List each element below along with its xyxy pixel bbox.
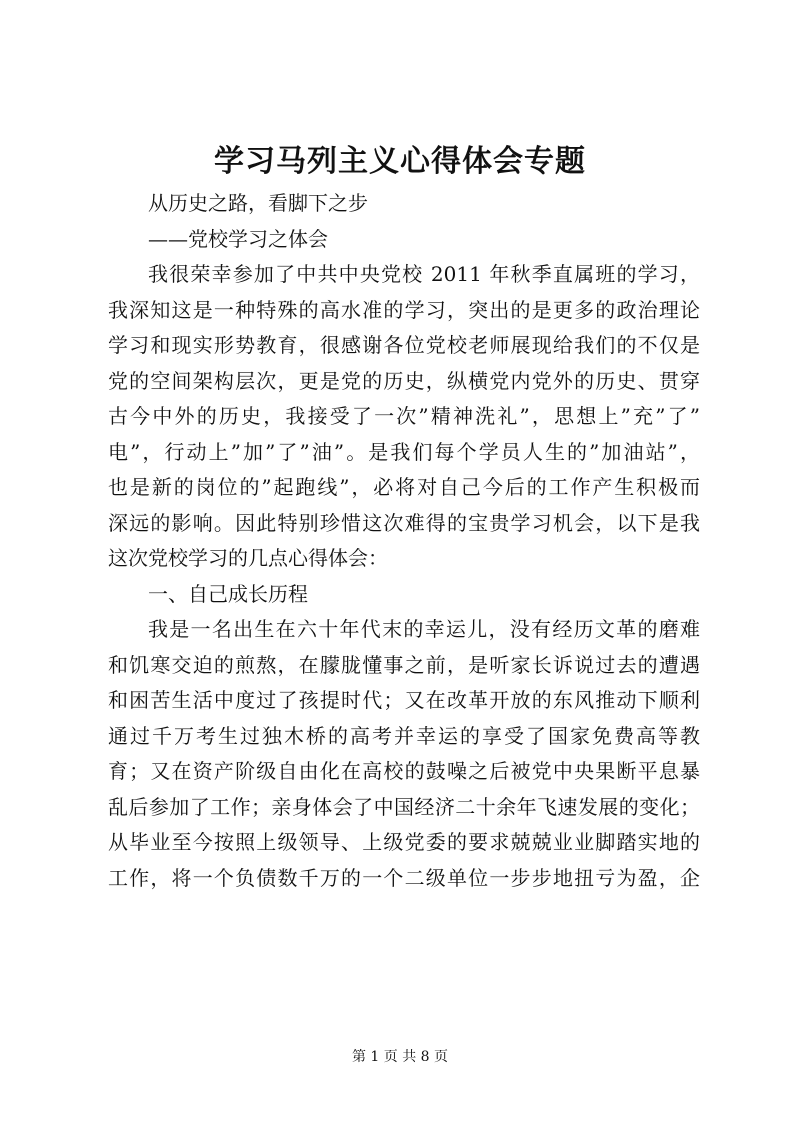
text-line: 和饥寒交迫的煎熬，在朦胧懂事之前，是听家长诉说过去的遭遇 — [108, 652, 700, 677]
text-line: 从毕业至今按照上级领导、上级党委的要求兢兢业业脚踏实地的 — [108, 830, 700, 854]
text-line: 古今中外的历史，我接受了一次”精神洗礼”，思想上”充”了” — [108, 404, 700, 428]
text-line: 党的空间架构层次，更是党的历史，纵横党内党外的历史、贯穿 — [108, 368, 700, 393]
document-body — [108, 186, 700, 896]
text-line: ——党校学习之体会 — [148, 226, 328, 251]
document-title: 学习马列主义心得体会专题 — [214, 144, 586, 179]
text-line: 也是新的岗位的”起跑线”，必将对自己今后的工作产生积极而 — [108, 475, 700, 499]
text-line: 我是一名出生在六十年代末的幸运儿，没有经历文革的磨难 — [148, 617, 700, 641]
text-line: 工作，将一个负债数千万的一个二级单位一步步地扭亏为盈，企 — [108, 865, 700, 890]
text-line: 这次党校学习的几点心得体会： — [108, 546, 388, 570]
text-line: 通过千万考生过独木桥的高考并幸运的享受了国家免费高等教 — [108, 723, 700, 748]
text-line: 深远的影响。因此特别珍惜这次难得的宝贵学习机会，以下是我 — [108, 510, 700, 535]
page-footer: 第 1 页 共 8 页 — [351, 1049, 449, 1065]
text-line: 和困苦生活中度过了孩提时代；又在改革开放的东风推动下顺利 — [108, 688, 700, 712]
text-line: 乱后参加了工作；亲身体会了中国经济二十余年飞速发展的变化； — [108, 794, 700, 819]
text-line: 电”，行动上”加”了”油”。是我们每个学员人生的”加油站”， — [108, 439, 700, 464]
text-line: 我深知这是一种特殊的高水准的学习，突出的是更多的政治理论 — [108, 297, 700, 322]
text-line: 学习和现实形势教育，很感谢各位党校老师展现给我们的不仅是 — [108, 333, 700, 357]
text-line: 一、自己成长历程 — [148, 581, 308, 606]
text-line: 我很荣幸参加了中共中央党校 2011 年秋季直属班的学习， — [148, 262, 700, 286]
text-line: 从历史之路，看脚下之步 — [148, 191, 368, 215]
text-line: 育；又在资产阶级自由化在高校的鼓噪之后被党中央果断平息暴 — [108, 759, 700, 783]
